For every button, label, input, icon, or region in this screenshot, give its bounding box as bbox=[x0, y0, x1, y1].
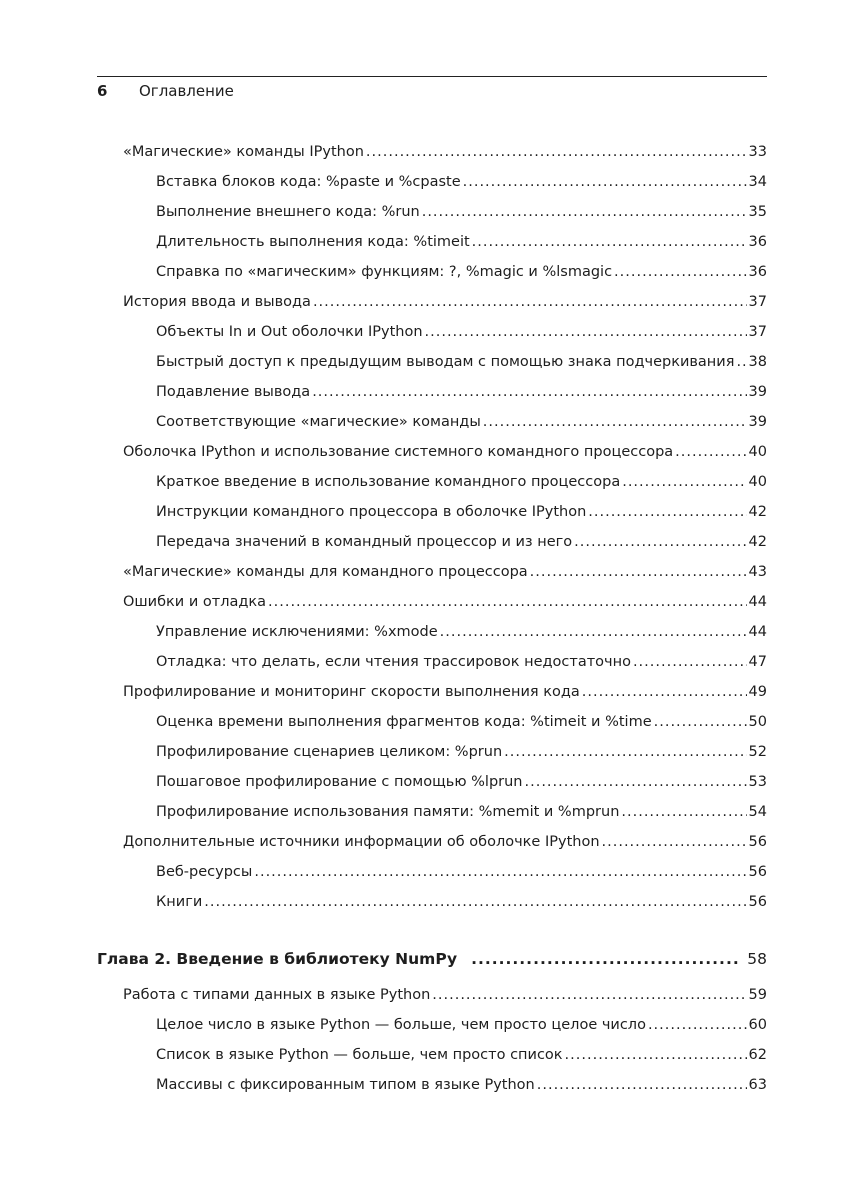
toc-entry-page: 37 bbox=[748, 324, 767, 340]
toc-entry-title: Профилирование сценариев целиком: %prun bbox=[156, 744, 503, 760]
toc-entry-title: Вставка блоков кода: %paste и %cpaste bbox=[156, 174, 461, 190]
toc-entry-title: Целое число в языке Python — больше, чем просто целое число bbox=[156, 1017, 646, 1033]
toc-entry-page: 39 bbox=[748, 414, 767, 430]
toc-entry bbox=[156, 1045, 767, 1065]
toc-entry bbox=[156, 892, 767, 912]
toc-entry-page: 60 bbox=[748, 1017, 767, 1033]
toc-entry-page: 33 bbox=[748, 144, 767, 160]
leader-dots bbox=[622, 472, 746, 492]
toc-entry-page: 49 bbox=[748, 684, 767, 700]
toc-entry bbox=[156, 352, 767, 372]
toc-entry bbox=[123, 292, 767, 312]
toc-entry bbox=[123, 592, 767, 612]
leader-dots bbox=[574, 532, 746, 552]
toc-entry-page: 47 bbox=[748, 654, 767, 670]
toc-entry bbox=[156, 232, 767, 252]
toc-entry-page: 44 bbox=[748, 624, 767, 640]
toc-entry-page: 36 bbox=[748, 264, 767, 280]
leader-dots bbox=[504, 742, 746, 762]
toc-entry bbox=[156, 532, 767, 552]
leader-dots bbox=[565, 1045, 747, 1065]
toc-entry bbox=[156, 202, 767, 222]
toc-entry-page: 37 bbox=[748, 294, 767, 310]
toc-entry-title: Список в языке Python — больше, чем просто список bbox=[156, 1047, 563, 1063]
toc-entry bbox=[156, 622, 767, 642]
toc-entry-page: 42 bbox=[748, 534, 767, 550]
toc-entry-page: 63 bbox=[748, 1077, 767, 1093]
toc-entry bbox=[123, 985, 767, 1005]
toc-entry-title: Отладка: что делать, если чтения трассировок недостаточно bbox=[156, 654, 631, 670]
toc-entry-page: 43 bbox=[748, 564, 767, 580]
leader-dots bbox=[254, 862, 746, 882]
leader-dots bbox=[736, 352, 746, 372]
toc-entry-page: 40 bbox=[748, 474, 767, 490]
toc-entry-page: 35 bbox=[748, 204, 767, 220]
leader-dots bbox=[582, 682, 747, 702]
toc-entry bbox=[123, 142, 767, 162]
toc-entry-page: 59 bbox=[748, 987, 767, 1003]
leader-dots bbox=[313, 292, 747, 312]
leader-dots bbox=[204, 892, 746, 912]
running-header bbox=[97, 82, 234, 102]
toc-entry-page: 50 bbox=[748, 714, 767, 730]
leader-dots bbox=[537, 1075, 747, 1095]
toc-entry bbox=[156, 502, 767, 522]
toc-entry bbox=[156, 862, 767, 882]
toc-entry-page: 52 bbox=[748, 744, 767, 760]
leader-dots bbox=[621, 802, 746, 822]
leader-dots bbox=[654, 712, 747, 732]
toc-entry bbox=[156, 382, 767, 402]
toc-entry-page: 56 bbox=[748, 894, 767, 910]
toc-entry bbox=[156, 1015, 767, 1035]
leader-dots bbox=[471, 949, 739, 969]
chapter-page: 58 bbox=[747, 950, 767, 968]
leader-dots bbox=[432, 985, 746, 1005]
toc-entry bbox=[156, 412, 767, 432]
toc-entry bbox=[156, 472, 767, 492]
toc-entry-page: 44 bbox=[748, 594, 767, 610]
toc-entry-title: Объекты In и Out оболочки IPython bbox=[156, 324, 423, 340]
toc-entry bbox=[156, 322, 767, 342]
toc-entry-title: Ошибки и отладка bbox=[123, 594, 267, 610]
toc-entry bbox=[123, 562, 767, 582]
toc-entry bbox=[123, 682, 767, 702]
toc-entry bbox=[156, 172, 767, 192]
toc-entry-title: Профилирование и мониторинг скорости выполнения кода bbox=[123, 684, 580, 700]
toc-entry-page: 40 bbox=[748, 444, 767, 460]
leader-dots bbox=[614, 262, 747, 282]
running-title: Оглавление bbox=[139, 82, 234, 100]
toc-entry-title: «Магические» команды для командного процессора bbox=[123, 564, 528, 580]
toc-entry-title: Передача значений в командный процессор и из него bbox=[156, 534, 573, 550]
leader-dots bbox=[425, 322, 747, 342]
toc-entry-page: 39 bbox=[748, 384, 767, 400]
leader-dots bbox=[588, 502, 746, 522]
leader-dots bbox=[525, 772, 747, 792]
toc-entry bbox=[156, 652, 767, 672]
toc-entry-title: «Магические» команды IPython bbox=[123, 144, 364, 160]
toc-entry bbox=[156, 742, 767, 762]
toc-entry-title: Инструкции командного процессора в оболочке IPython bbox=[156, 504, 587, 520]
toc-entry-page: 56 bbox=[748, 834, 767, 850]
toc-entry-page: 38 bbox=[748, 354, 767, 370]
toc-entry bbox=[156, 262, 767, 282]
leader-dots bbox=[268, 592, 747, 612]
toc-entry-title: Соответствующие «магические» команды bbox=[156, 414, 481, 430]
leader-dots bbox=[440, 622, 747, 642]
toc-entry-title: Массивы с фиксированным типом в языке Python bbox=[156, 1077, 535, 1093]
toc-entry-title: Оценка времени выполнения фрагментов кода: %timeit и %time bbox=[156, 714, 652, 730]
toc-entry-title: Управление исключениями: %xmode bbox=[156, 624, 438, 640]
toc-entry-title: Работа с типами данных в языке Python bbox=[123, 987, 431, 1003]
leader-dots bbox=[483, 412, 747, 432]
toc-entry-page: 42 bbox=[748, 504, 767, 520]
leader-dots bbox=[602, 832, 747, 852]
toc-entry-page: 54 bbox=[748, 804, 767, 820]
leader-dots bbox=[633, 652, 747, 672]
leader-dots bbox=[648, 1015, 747, 1035]
toc-entry-title: История ввода и вывода bbox=[123, 294, 311, 310]
toc-entry-title: Подавление вывода bbox=[156, 384, 311, 400]
toc-entry-title: Длительность выполнения кода: %timeit bbox=[156, 234, 470, 250]
leader-dots bbox=[530, 562, 747, 582]
leader-dots bbox=[463, 172, 747, 192]
toc-entry-page: 34 bbox=[748, 174, 767, 190]
toc-entry-title: Выполнение внешнего кода: %run bbox=[156, 204, 420, 220]
toc-entry-title: Веб-ресурсы bbox=[156, 864, 253, 880]
toc-entry-title: Быстрый доступ к предыдущим выводам с помощью знака подчеркивания bbox=[156, 354, 735, 370]
leader-dots bbox=[312, 382, 746, 402]
toc-entry-title: Профилирование использования памяти: %memit и %mprun bbox=[156, 804, 620, 820]
toc-entry-title: Оболочка IPython и использование системного командного процессора bbox=[123, 444, 674, 460]
toc-entry-page: 62 bbox=[748, 1047, 767, 1063]
toc-entry-page: 53 bbox=[748, 774, 767, 790]
toc-entry-page: 56 bbox=[748, 864, 767, 880]
toc-entry bbox=[156, 712, 767, 732]
toc-entry-title: Пошаговое профилирование с помощью %lprun bbox=[156, 774, 523, 790]
toc-entry bbox=[156, 772, 767, 792]
leader-dots bbox=[366, 142, 747, 162]
toc-entry-title: Дополнительные источники информации об оболочке IPython bbox=[123, 834, 600, 850]
header-rule bbox=[97, 76, 767, 77]
page-number: 6 bbox=[97, 82, 108, 100]
leader-dots bbox=[422, 202, 747, 222]
toc-entry-title: Справка по «магическим» функциям: ?, %magic и %lsmagic bbox=[156, 264, 613, 280]
toc-entry bbox=[123, 442, 767, 462]
toc-entry-page: 36 bbox=[748, 234, 767, 250]
leader-dots bbox=[472, 232, 747, 252]
toc-entry-title: Краткое введение в использование командного процессора bbox=[156, 474, 621, 490]
leader-dots bbox=[675, 442, 746, 462]
toc-entry-title: Книги bbox=[156, 894, 203, 910]
toc-chapter-entry bbox=[97, 949, 767, 969]
toc-entry bbox=[123, 832, 767, 852]
chapter-title: Глава 2. Введение в библиотеку NumPy bbox=[97, 950, 458, 968]
toc-entry bbox=[156, 1075, 767, 1095]
toc-entry bbox=[156, 802, 767, 822]
